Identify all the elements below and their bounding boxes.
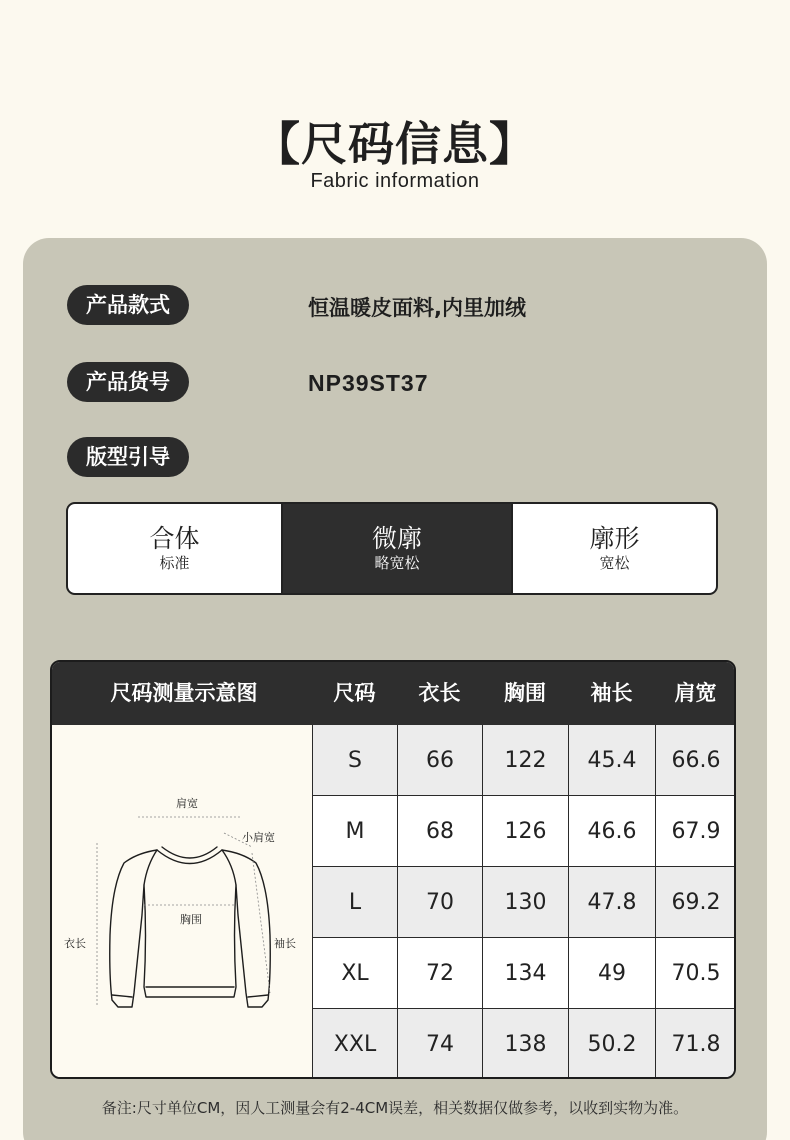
fit-option-sub: 标准 <box>159 553 190 572</box>
style-value: 恒温暖皮面料,内里加绒 <box>308 296 526 320</box>
sweater-illustration <box>52 725 312 1079</box>
cell-shoulder: 69.2 <box>655 867 736 937</box>
cell-chest: 126 <box>482 796 568 866</box>
cell-chest: 134 <box>482 938 568 1008</box>
fit-option-standard <box>68 504 283 593</box>
fit-option-sub: 宽松 <box>599 553 630 572</box>
cell-length: 72 <box>397 938 482 1008</box>
header-diagram: 尺码测量示意图 <box>110 681 258 705</box>
header-chest: 胸围 <box>504 681 546 705</box>
cell-sleeve: 49 <box>568 938 655 1008</box>
fit-option-relaxed <box>283 504 511 593</box>
measurement-diagram <box>52 725 312 1079</box>
page-title: 【尺码信息】 <box>254 117 536 171</box>
code-value: NP39ST37 <box>308 370 429 396</box>
cell-sleeve: 50.2 <box>568 1009 655 1079</box>
cell-size: XL <box>312 938 397 1008</box>
size-table-header <box>52 662 734 725</box>
table-row <box>312 725 736 795</box>
size-table <box>50 660 736 1079</box>
diagram-label-sleeve: 袖长 <box>274 937 296 950</box>
fit-option-main: 廓形 <box>589 523 640 553</box>
cell-size: XXL <box>312 1009 397 1079</box>
style-label-pill: 产品款式 <box>67 285 189 325</box>
fit-option-sub: 略宽松 <box>374 553 420 572</box>
cell-sleeve: 46.6 <box>568 796 655 866</box>
fit-guide <box>66 502 718 595</box>
cell-chest: 130 <box>482 867 568 937</box>
header-shoulder: 肩宽 <box>674 681 717 705</box>
cell-length: 74 <box>397 1009 482 1079</box>
cell-chest: 138 <box>482 1009 568 1079</box>
table-row <box>312 938 736 1008</box>
cell-shoulder: 66.6 <box>655 725 736 795</box>
code-label-pill: 产品货号 <box>67 362 189 402</box>
diagram-label-chest: 胸围 <box>180 913 202 926</box>
cell-length: 66 <box>397 725 482 795</box>
header-sleeve: 袖长 <box>590 681 633 705</box>
cell-size: M <box>312 796 397 866</box>
cell-shoulder: 70.5 <box>655 938 736 1008</box>
fit-option-main: 合体 <box>149 523 200 553</box>
cell-size: S <box>312 725 397 795</box>
header-length: 衣长 <box>418 681 461 705</box>
table-row <box>312 1009 736 1079</box>
fit-label-pill: 版型引导 <box>67 437 189 477</box>
cell-sleeve: 45.4 <box>568 725 655 795</box>
fit-option-loose <box>511 504 716 593</box>
cell-length: 70 <box>397 867 482 937</box>
diagram-label-shoulder: 肩宽 <box>176 797 198 810</box>
cell-length: 68 <box>397 796 482 866</box>
cell-chest: 122 <box>482 725 568 795</box>
page-subtitle: Fabric information <box>310 170 480 192</box>
size-grid <box>312 725 736 1079</box>
cell-sleeve: 47.8 <box>568 867 655 937</box>
table-row <box>312 867 736 937</box>
diagram-label-length: 衣长 <box>64 937 86 950</box>
diagram-label-small-shoulder: 小肩宽 <box>242 831 275 844</box>
footnote: 备注:尺寸单位CM，因人工测量会有2-4CM误差，相关数据仅做参考，以收到实物为准。 <box>101 1099 689 1117</box>
fit-option-main: 微廓 <box>371 523 422 553</box>
cell-shoulder: 71.8 <box>655 1009 736 1079</box>
header-size: 尺码 <box>333 681 376 705</box>
table-row <box>312 796 736 866</box>
cell-size: L <box>312 867 397 937</box>
cell-shoulder: 67.9 <box>655 796 736 866</box>
